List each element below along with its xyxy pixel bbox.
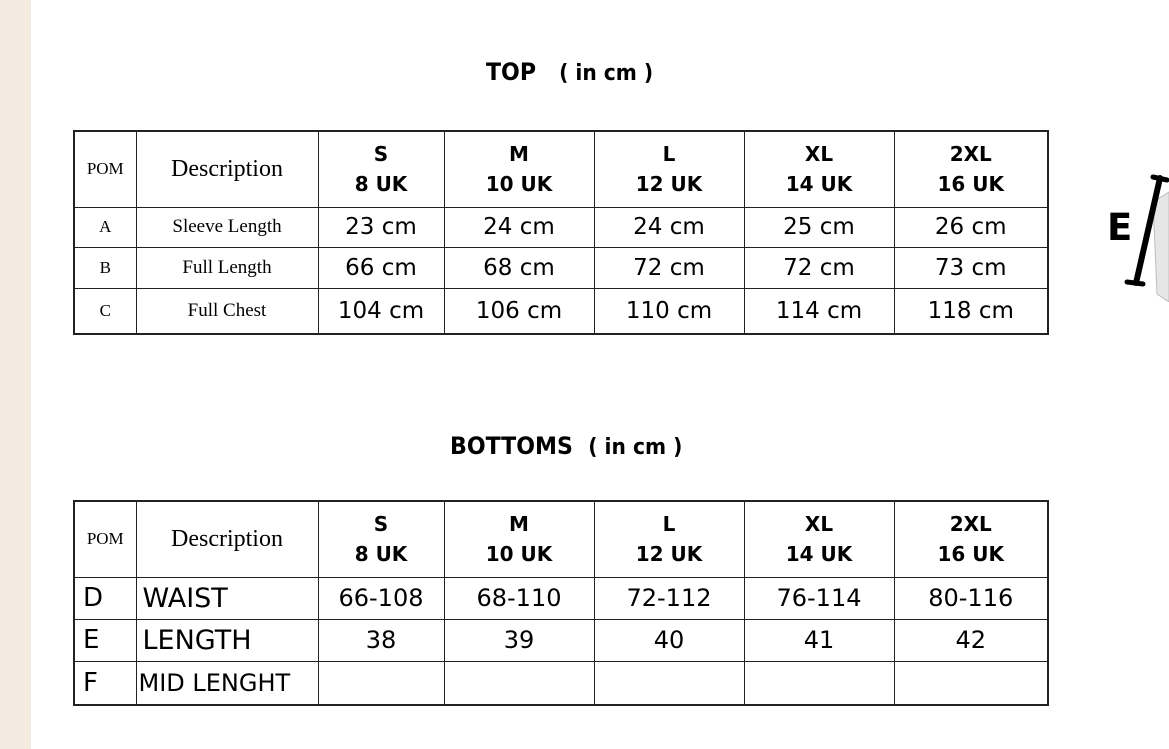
pom-cell: E	[74, 619, 136, 661]
value-cell	[894, 661, 1048, 705]
pom-cell: D	[74, 577, 136, 619]
value-cell: 24 cm	[594, 207, 744, 247]
value-cell: 118 cm	[894, 288, 1048, 334]
top-title-text: TOP	[486, 58, 537, 86]
table-row	[74, 661, 1048, 705]
bottoms-unit-text: ( in cm )	[588, 435, 683, 460]
size-header-l: L 12 UK	[594, 501, 744, 577]
pom-cell: B	[74, 247, 136, 288]
description-cell: Full Length	[136, 247, 318, 288]
size-header-2xl: 2XL 16 UK	[894, 131, 1048, 207]
value-cell	[444, 661, 594, 705]
left-background-strip	[0, 0, 31, 749]
value-cell	[594, 661, 744, 705]
value-cell	[744, 661, 894, 705]
value-cell: 41	[744, 619, 894, 661]
pom-header: POM	[74, 131, 136, 207]
measure-cap-bottom	[1127, 282, 1143, 284]
description-cell: LENGTH	[136, 619, 318, 661]
bottoms-table-title	[450, 432, 682, 460]
value-cell: 24 cm	[444, 207, 594, 247]
size-header-2xl: 2XL 16 UK	[894, 501, 1048, 577]
size-header-s: S 8 UK	[318, 131, 444, 207]
value-cell: 73 cm	[894, 247, 1048, 288]
description-cell: Full Chest	[136, 288, 318, 334]
value-cell: 38	[318, 619, 444, 661]
description-cell: WAIST	[136, 577, 318, 619]
table-row	[74, 207, 1048, 247]
table-row	[74, 577, 1048, 619]
value-cell	[318, 661, 444, 705]
top-size-table	[73, 130, 1049, 335]
description-header: Description	[136, 131, 318, 207]
pom-cell: A	[74, 207, 136, 247]
top-unit-text: ( in cm )	[559, 61, 654, 86]
table-header-row	[74, 501, 1048, 577]
value-cell: 72 cm	[744, 247, 894, 288]
bottoms-title-text: BOTTOMS	[450, 432, 573, 460]
size-header-m: M 10 UK	[444, 131, 594, 207]
diagram-measure-label: E	[1107, 206, 1133, 249]
value-cell: 25 cm	[744, 207, 894, 247]
measure-cap-top	[1153, 177, 1167, 180]
value-cell: 39	[444, 619, 594, 661]
value-cell: 26 cm	[894, 207, 1048, 247]
table-row	[74, 288, 1048, 334]
value-cell: 40	[594, 619, 744, 661]
size-header-s: S 8 UK	[318, 501, 444, 577]
value-cell: 76-114	[744, 577, 894, 619]
value-cell: 72-112	[594, 577, 744, 619]
size-header-m: M 10 UK	[444, 501, 594, 577]
description-cell: MID LENGHT	[136, 661, 318, 705]
value-cell: 80-116	[894, 577, 1048, 619]
value-cell: 110 cm	[594, 288, 744, 334]
size-header-xl: XL 14 UK	[744, 501, 894, 577]
value-cell: 106 cm	[444, 288, 594, 334]
table-row	[74, 247, 1048, 288]
pom-cell: C	[74, 288, 136, 334]
value-cell: 114 cm	[744, 288, 894, 334]
value-cell: 68 cm	[444, 247, 594, 288]
value-cell: 66-108	[318, 577, 444, 619]
size-header-xl: XL 14 UK	[744, 131, 894, 207]
value-cell: 68-110	[444, 577, 594, 619]
bottoms-size-table	[73, 500, 1049, 706]
pom-cell: F	[74, 661, 136, 705]
description-cell: Sleeve Length	[136, 207, 318, 247]
value-cell: 66 cm	[318, 247, 444, 288]
value-cell: 72 cm	[594, 247, 744, 288]
pom-header: POM	[74, 501, 136, 577]
table-row	[74, 619, 1048, 661]
value-cell: 42	[894, 619, 1048, 661]
value-cell: 23 cm	[318, 207, 444, 247]
description-header: Description	[136, 501, 318, 577]
table-header-row	[74, 131, 1048, 207]
top-table-title	[486, 58, 653, 86]
size-header-l: L 12 UK	[594, 131, 744, 207]
value-cell: 104 cm	[318, 288, 444, 334]
